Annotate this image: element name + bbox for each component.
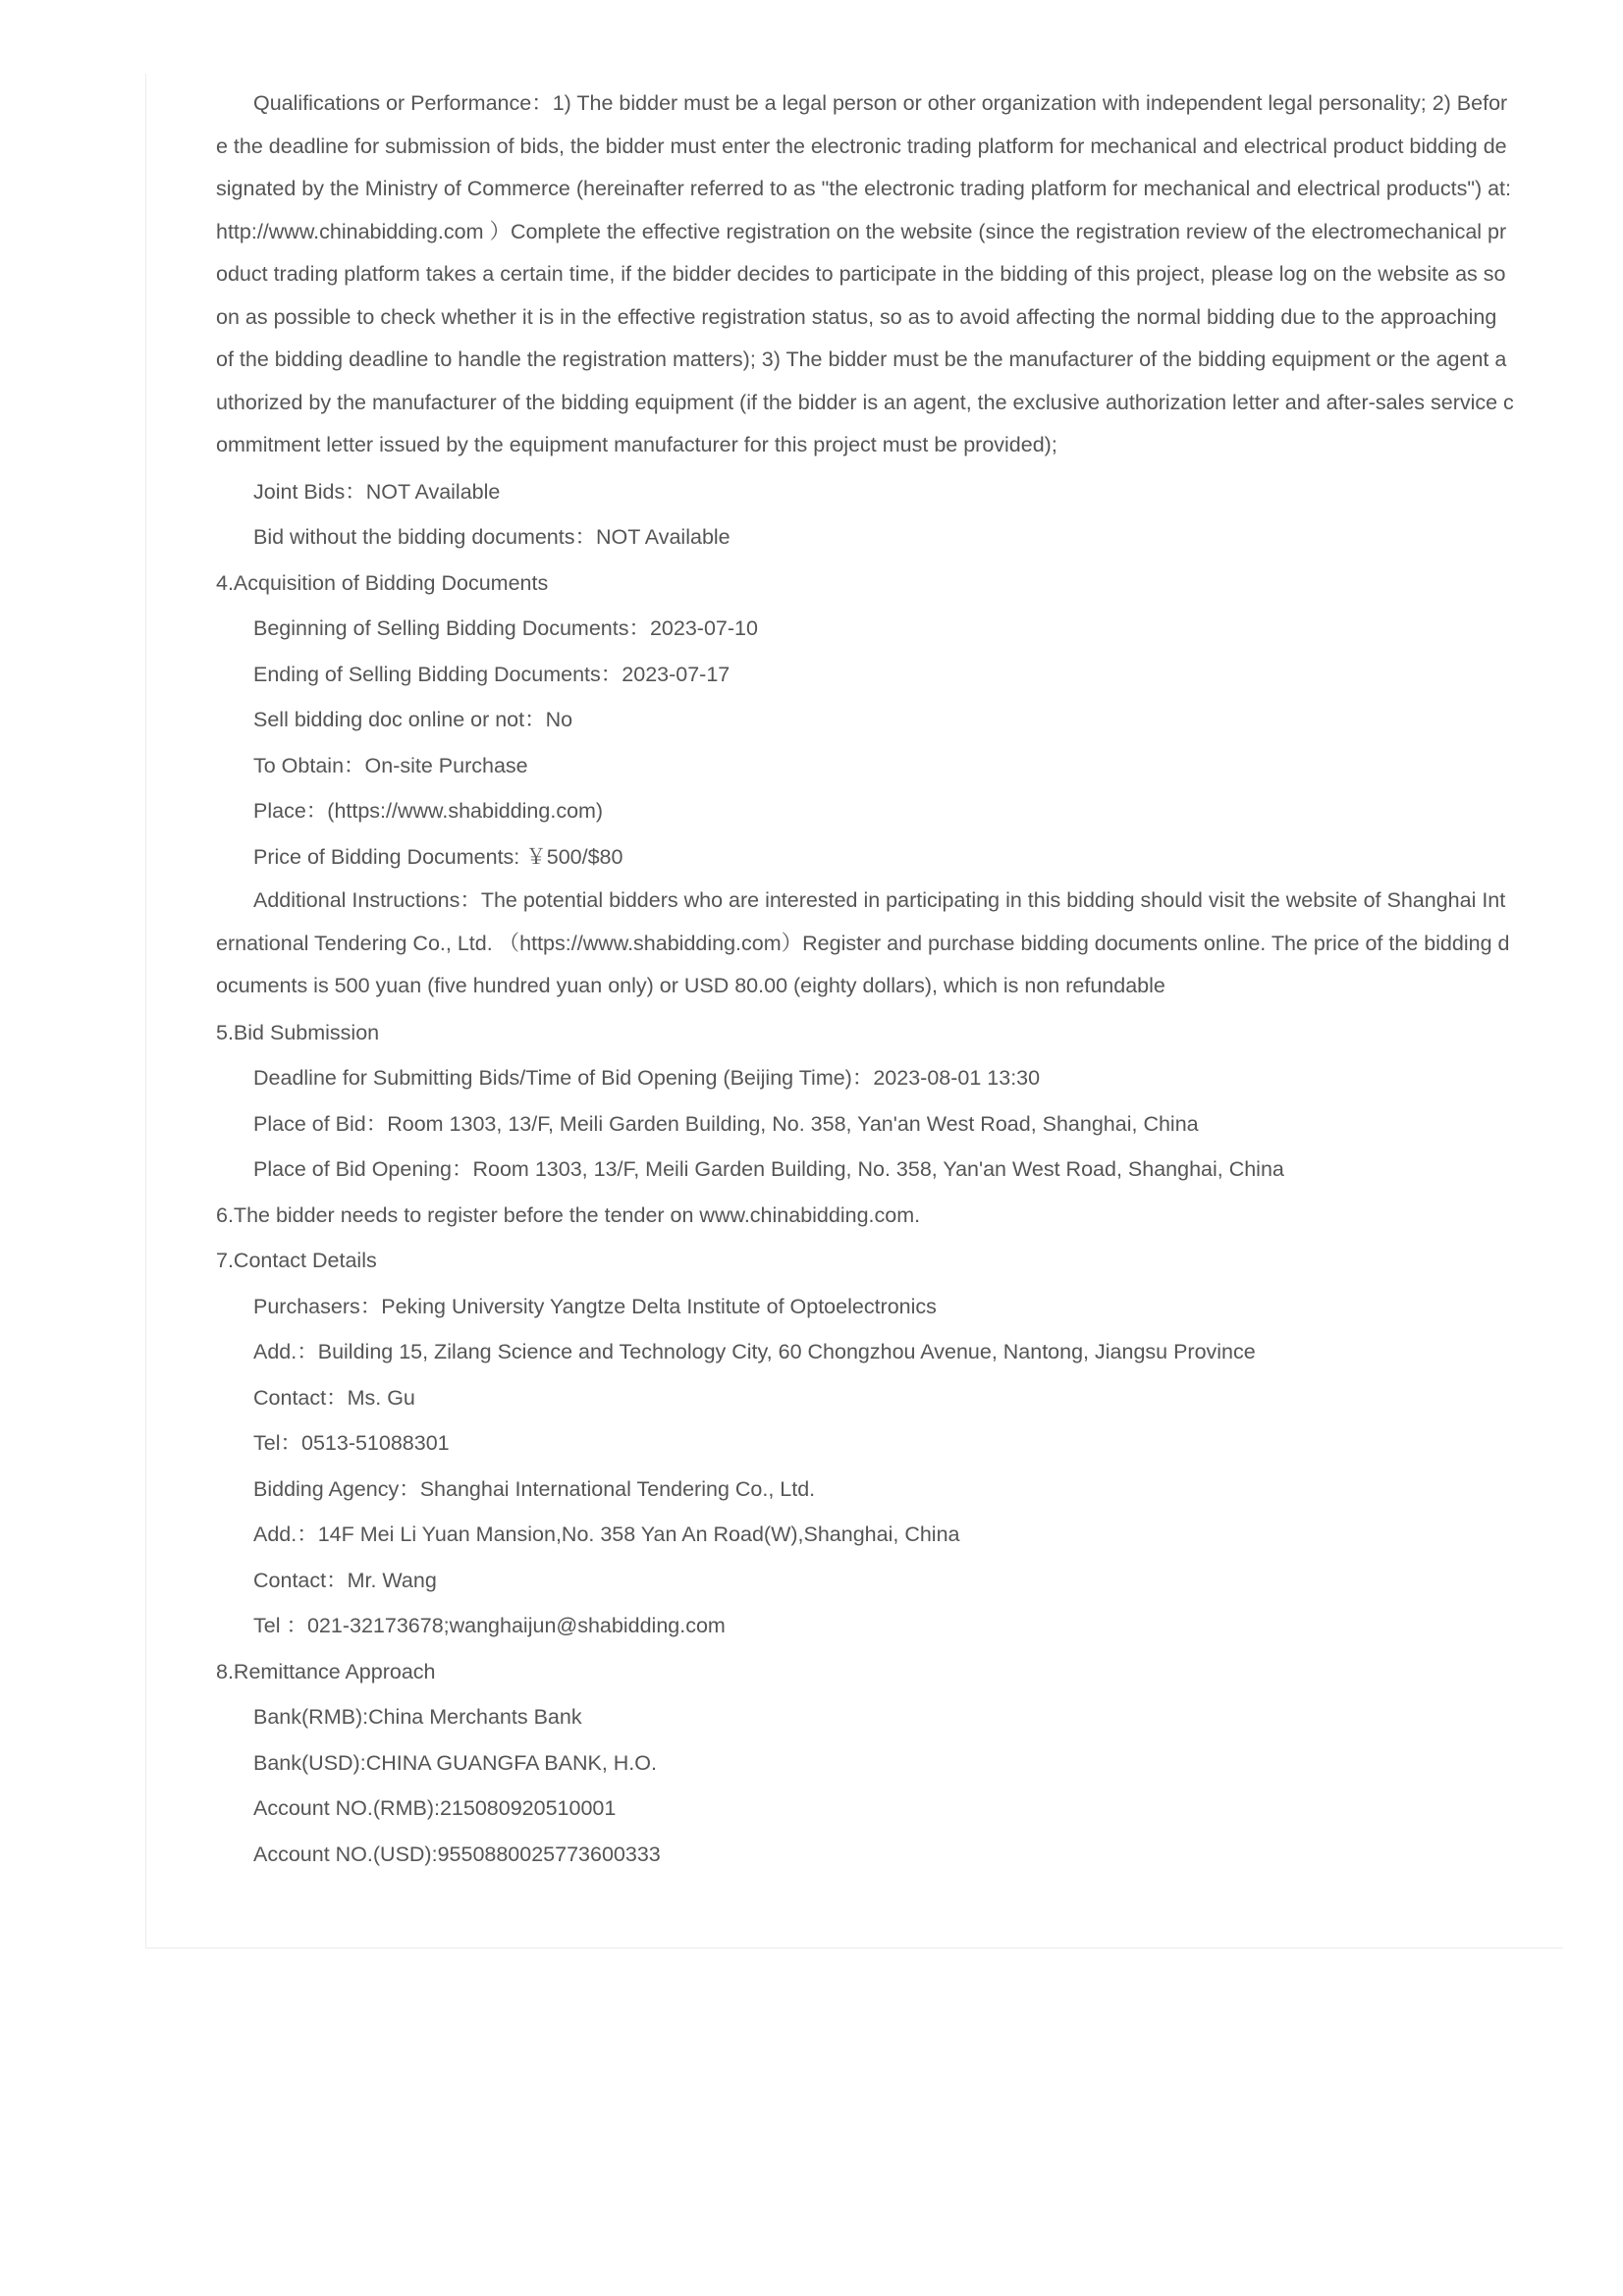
section-7-heading: 7.Contact Details [216, 1249, 377, 1272]
selling-end-date: Ending of Selling Bidding Documents：2023-07-17 [253, 662, 730, 686]
sell-online-flag: Sell bidding doc online or not：No [253, 708, 573, 731]
selling-begin-date: Beginning of Selling Bidding Documents：2023-07-10 [253, 616, 758, 640]
purchaser-contact: Contact：Ms. Gu [253, 1385, 415, 1410]
purchaser-tel: Tel：0513-51088301 [253, 1431, 450, 1455]
joint-bids-line: Joint Bids：NOT Available [253, 479, 501, 504]
agency-name: Bidding Agency：Shanghai International Tendering Co., Ltd. [253, 1476, 816, 1501]
section-4-heading: 4.Acquisition of Bidding Documents [216, 570, 549, 595]
section-5-heading: 5.Bid Submission [216, 1020, 380, 1044]
account-usd: Account NO.(USD):9550880025773600333 [253, 1842, 661, 1866]
place-of-bid: Place of Bid：Room 1303, 13/F, Meili Garden Building, No. 358, Yan'an West Road, Shanghai, China [253, 1111, 1199, 1136]
bank-usd: Bank(USD):CHINA GUANGFA BANK, H.O. [253, 1750, 657, 1775]
purchase-place: Place：(https://www.shabidding.com) [253, 799, 604, 823]
document-price: Price of Bidding Documents: ￥500/$80 [253, 844, 623, 869]
agency-address: Add.：14F Mei Li Yuan Mansion,No. 358 Yan An Road(W),Shanghai, China [253, 1522, 960, 1546]
section-6-heading: 6.The bidder needs to register before the tender on www.chinabidding.com. [216, 1202, 921, 1227]
purchaser-name: Purchasers：Peking University Yangtze Delta Institute of Optoelectronics [253, 1294, 937, 1318]
place-of-bid-opening: Place of Bid Opening：Room 1303, 13/F, Meili Garden Building, No. 358, Yan'an West Road, Shanghai, China [253, 1157, 1284, 1181]
agency-tel: Tel ：021-32173678;wanghaijun@shabidding.com [253, 1614, 726, 1637]
section-8-heading: 8.Remittance Approach [216, 1659, 436, 1683]
bid-without-documents-line: Bid without the bidding documents：NOT Available [253, 525, 730, 549]
purchaser-address: Add.：Building 15, Zilang Science and Technology City, 60 Chongzhou Avenue, Nantong, Jiangsu Province [253, 1340, 1256, 1363]
bank-rmb: Bank(RMB):China Merchants Bank [253, 1705, 582, 1729]
account-rmb: Account NO.(RMB):215080920510001 [253, 1796, 617, 1820]
agency-contact: Contact：Mr. Wang [253, 1568, 437, 1592]
additional-instructions-paragraph: Additional Instructions：The potential bidders who are interested in participating in this bidding should visit the website of Shanghai International Tendering Co., Ltd. （https://www.shabidding.com）Register and purchase bidding documents online. The price of the bidding documents is 500 yuan (five hundred yuan only) or USD 80.00 (eighty dollars), which is non refundable [216, 888, 1510, 997]
obtain-method: To Obtain：On-site Purchase [253, 753, 528, 777]
qualifications-paragraph: Qualifications or Performance：1) The bidder must be a legal person or other organization with independent legal personality; 2) Before the deadline for submission of bids, the bidder must enter the electronic trading platform for mechanical and electrical product bidding designated by the Ministry of Commerce (hereinafter referred to as "the electronic trading platform for mechanical and electrical products") at: http://www.chinabidding.com ）Complete the effective registration on the website (since the registration review of the electromechanical product trading platform takes a certain time, if the bidder decides to participate in the bidding of this project, please log on the website as soon as possible to check whether it is in the effective registration status, so as to avoid affecting the normal bidding due to the approaching of the bidding deadline to handle the registration matters); 3) The bidder must be the manufacturer of the bidding equipment or the agent authorized by the manufacturer of the bidding equipment (if the bidder is an agent, the exclusive authorization letter and after-sales service commitment letter issued by the equipment manufacturer for this project must be provided); [216, 91, 1514, 456]
bid-deadline: Deadline for Submitting Bids/Time of Bid Opening (Beijing Time)：2023-08-01 13:30 [253, 1066, 1041, 1090]
tender-notice-body [216, 82, 1514, 1877]
